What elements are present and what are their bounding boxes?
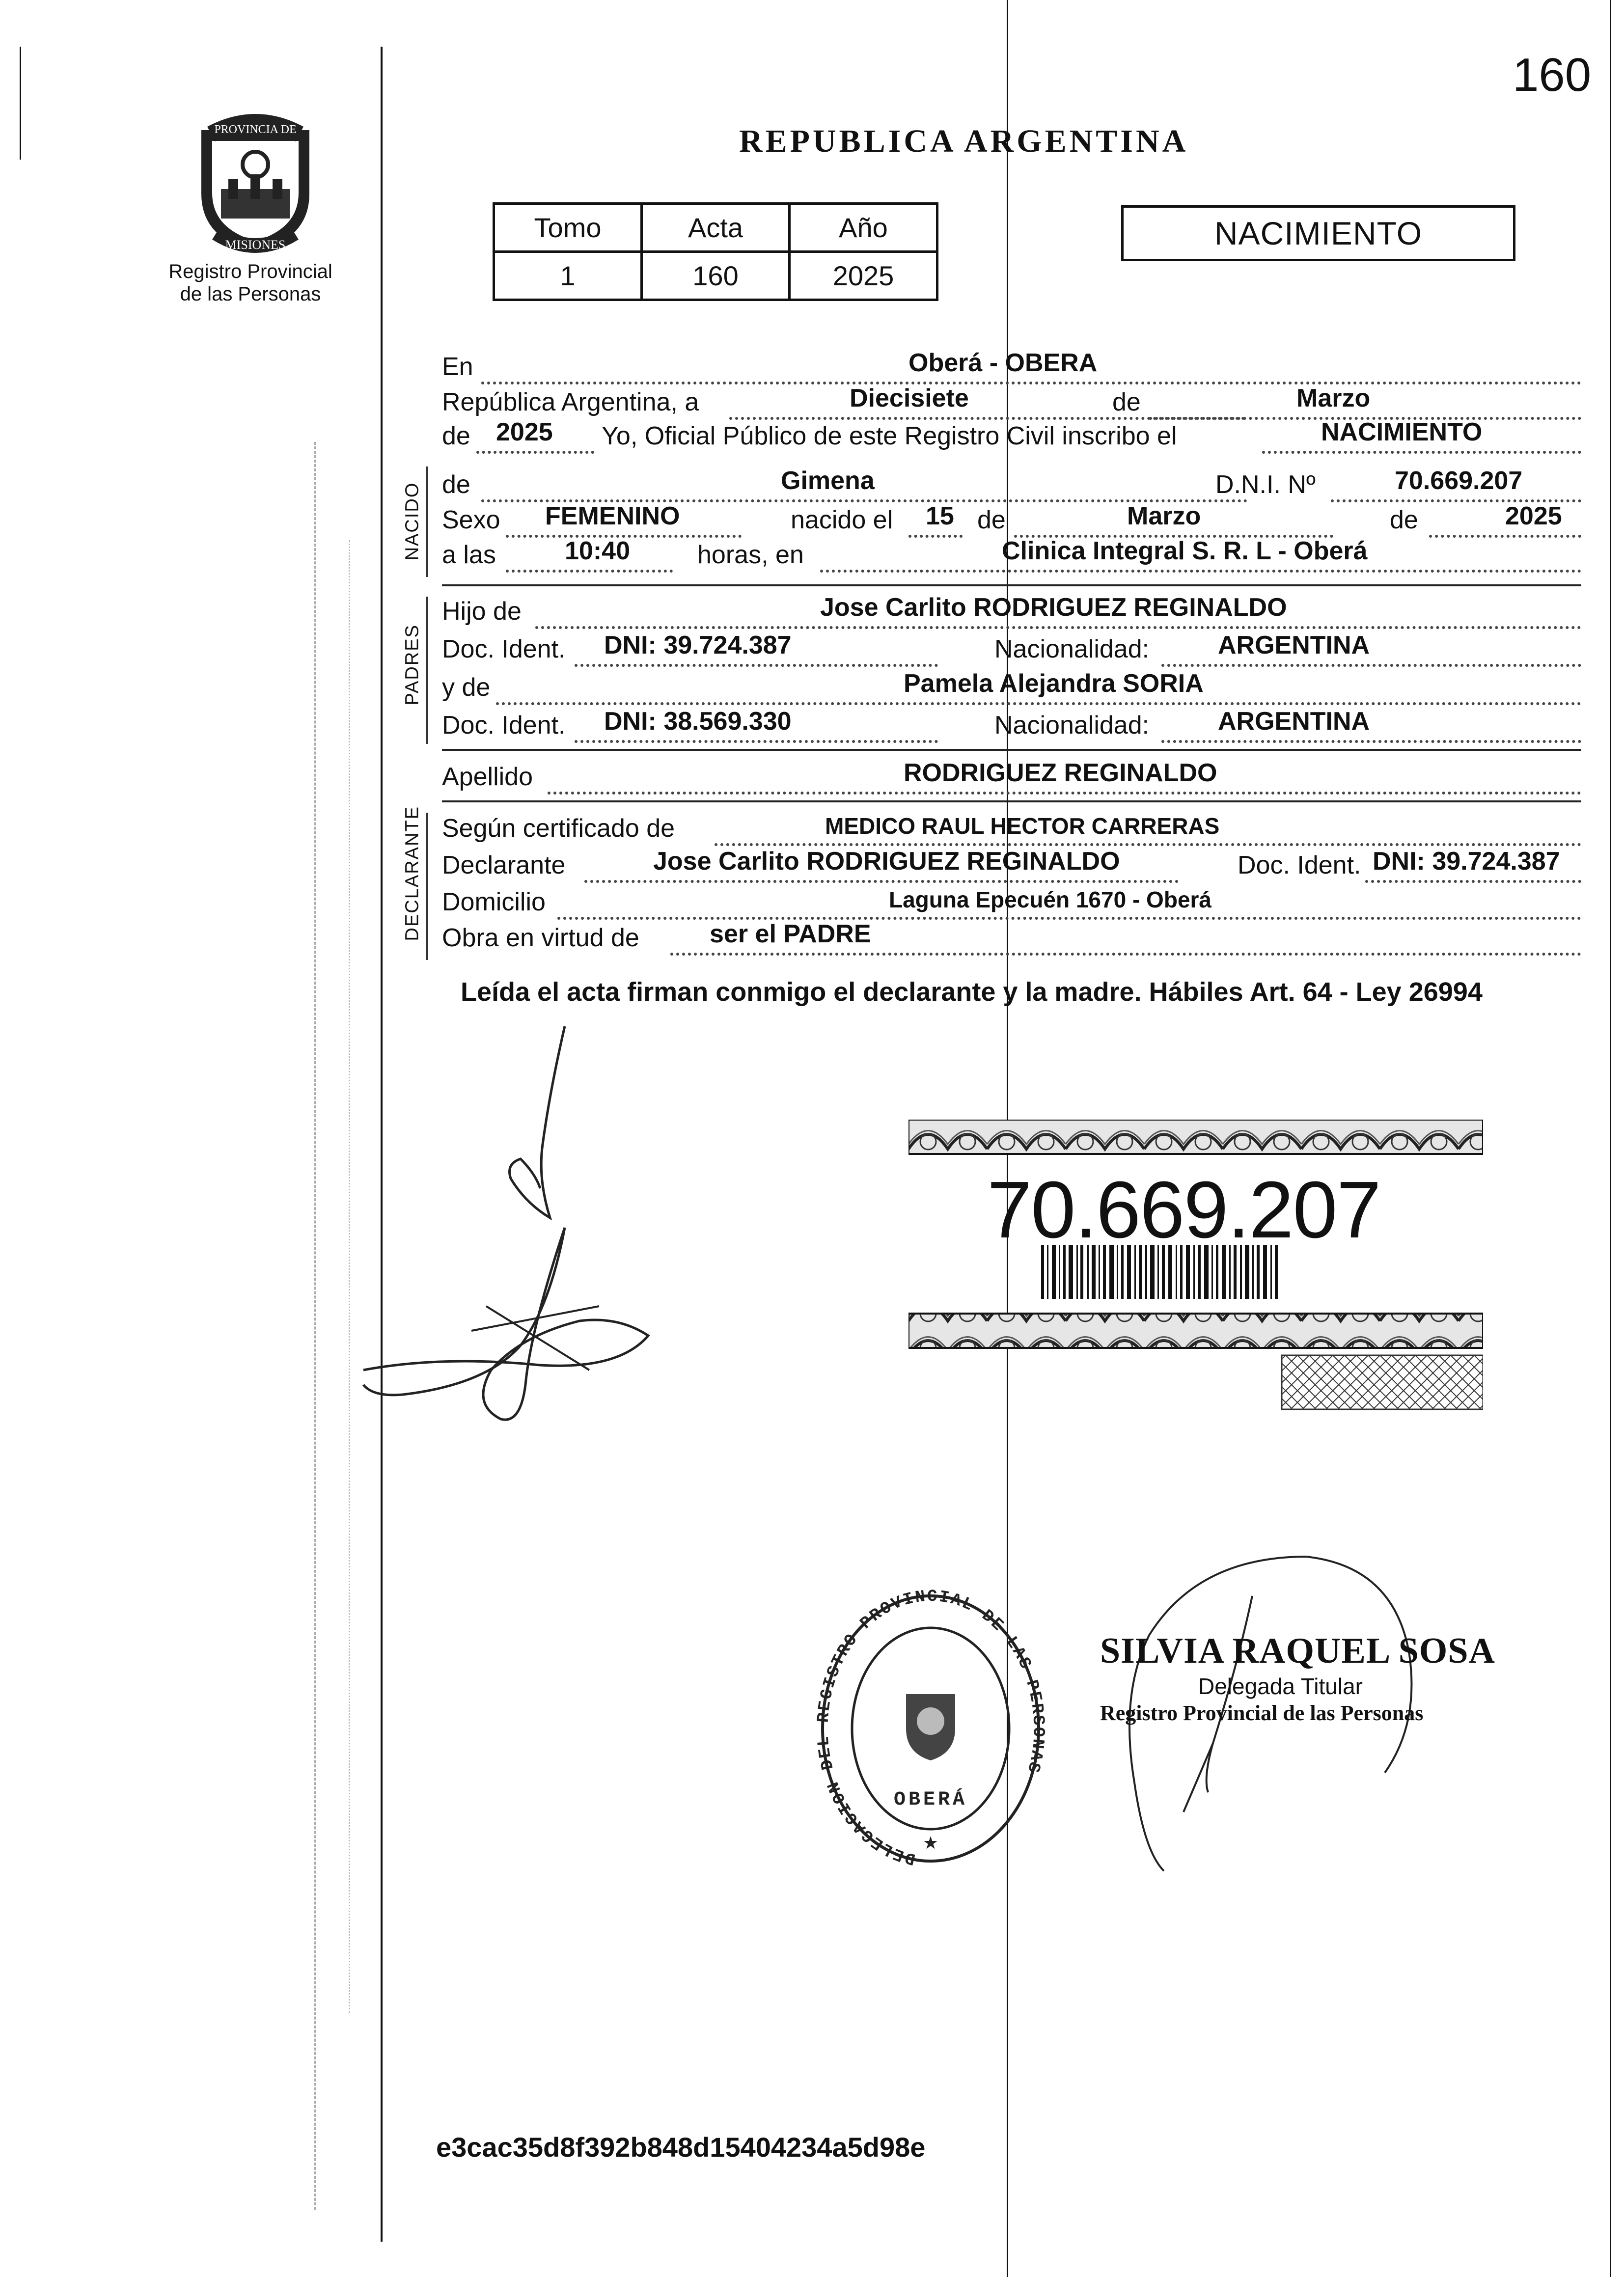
logo-caption-line2: de las Personas: [180, 283, 321, 305]
label-republica: República Argentina, a: [442, 388, 699, 416]
header-cell-acta: Acta: [642, 204, 790, 252]
value-child-dni: 70.669.207: [1395, 466, 1523, 495]
value-hour: 10:40: [565, 537, 630, 565]
value-cell-acta: 160: [642, 252, 790, 300]
document-title: REPUBLICA ARGENTINA: [739, 123, 1189, 159]
page-number: 160: [1513, 49, 1592, 101]
separator-apellido: [442, 800, 1581, 802]
value-domicilio: Laguna Epecuén 1670 - Oberá: [889, 887, 1212, 912]
label-father-nationality: Nacionalidad:: [994, 635, 1150, 663]
row-year: [442, 420, 1581, 458]
value-apellido: RODRIGUEZ REGINALDO: [904, 759, 1217, 787]
official-signature-block: [1100, 1630, 1495, 1726]
label-nacido-el: nacido el: [791, 506, 893, 534]
row-father-doc: [442, 633, 1581, 671]
label-de-birth-year: de: [1390, 506, 1418, 534]
declarante-section-bar: [426, 813, 428, 960]
far-left-edge-line: [20, 47, 21, 160]
label-apellido: Apellido: [442, 763, 533, 791]
value-place: Oberá - OBERA: [908, 349, 1098, 377]
nacido-section-bar: [426, 466, 428, 577]
margin-speckles-2: [349, 540, 360, 2013]
row-y-de: [442, 669, 1581, 709]
label-certificado: Según certificado de: [442, 814, 675, 843]
logo-arc-text-bottom: MISIONES: [225, 238, 286, 252]
label-de-month: de: [1112, 388, 1141, 416]
label-domicilio: Domicilio: [442, 888, 546, 916]
row-nacido-name: [442, 466, 1581, 506]
right-margin-line: [1610, 0, 1611, 2277]
label-father-doc: Doc. Ident.: [442, 635, 566, 663]
label-dni: D.N.I. Nº: [1215, 470, 1316, 499]
value-birth-year: 2025: [1505, 502, 1562, 530]
label-a-las: a las: [442, 541, 496, 569]
tomo-acta-anio-table: [493, 202, 938, 301]
separator-nacido: [442, 584, 1581, 586]
label-declarante: Declarante: [442, 851, 566, 879]
row-hijo-de: [442, 593, 1581, 633]
value-birth-place: Clinica Integral S. R. L - Oberá: [1002, 537, 1368, 565]
official-name: SILVIA RAQUEL SOSA: [1100, 1631, 1495, 1671]
row-declarante: [442, 847, 1581, 887]
value-mother-name: Pamela Alejandra SORIA: [904, 669, 1204, 698]
signature-left-bottom: [344, 1208, 678, 1434]
logo-arc-text-top: PROVINCIA DE: [214, 123, 297, 136]
label-y-de: y de: [442, 673, 491, 702]
seal-ring-text: DELEGACION DEL REGISTRO PROVINCIAL DE LAS PERSONAS: [815, 1587, 1046, 1868]
label-horas-en: horas, en: [697, 541, 804, 569]
official-office: Registro Provincial de las Personas: [1100, 1701, 1424, 1725]
row-obra: [442, 922, 1581, 960]
document-hash: e3cac35d8f392b848d15404234a5d98e: [436, 2132, 926, 2163]
margin-speckles: [314, 442, 326, 2210]
value-birth-day: 15: [926, 502, 954, 530]
value-father-doc: DNI: 39.724.387: [604, 631, 792, 659]
label-en: En: [442, 353, 473, 381]
label-sexo: Sexo: [442, 506, 500, 534]
label-de-birth-month: de: [977, 506, 1006, 534]
value-father-nationality: ARGENTINA: [1218, 631, 1370, 659]
label-mother-nationality: Nacionalidad:: [994, 711, 1150, 740]
value-child-name: Gimena: [781, 466, 875, 495]
label-declarante-doc: Doc. Ident.: [1238, 851, 1361, 879]
nacido-side-label: NACIDO: [402, 482, 423, 561]
signature-left-top: [491, 1016, 579, 1223]
official-title: Delegada Titular: [1198, 1673, 1363, 1699]
logo-caption-line1: Registro Provincial: [168, 261, 332, 282]
row-certificado: [442, 813, 1581, 850]
left-margin-line: [381, 47, 383, 2242]
value-father-name: Jose Carlito RODRIGUEZ REGINALDO: [820, 593, 1287, 622]
seal-city: OBERÁ: [893, 1789, 968, 1811]
value-sexo: FEMENINO: [545, 502, 680, 530]
row-domicilio: [442, 886, 1581, 924]
value-day-words: Diecisiete: [850, 384, 969, 412]
padres-side-label: PADRES: [402, 624, 423, 706]
header-cell-anio: Año: [790, 204, 937, 252]
closing-statement: Leída el acta firman conmigo el declarante y la madre. Hábiles Art. 64 - Ley 26994: [461, 977, 1483, 1007]
act-type-box: NACIMIENTO: [1121, 205, 1515, 261]
row-en: [442, 351, 1581, 388]
label-mother-doc: Doc. Ident.: [442, 711, 566, 740]
official-seal: [815, 1581, 1046, 1876]
label-de-year: de: [442, 422, 470, 450]
separator-padres: [442, 749, 1581, 751]
value-declarante-doc: DNI: 39.724.387: [1373, 847, 1560, 876]
declarante-side-label: DECLARANTE: [402, 806, 423, 941]
value-declarante-name: Jose Carlito RODRIGUEZ REGINALDO: [653, 847, 1120, 876]
provincial-shield-logo: [182, 110, 329, 258]
header-cell-tomo: Tomo: [494, 204, 642, 252]
seal-star-icon: ★: [922, 1833, 939, 1853]
row-apellido: [442, 761, 1581, 798]
value-birth-month: Marzo: [1127, 502, 1201, 530]
value-obra: ser el PADRE: [710, 920, 871, 948]
value-certificado: MEDICO RAUL HECTOR CARRERAS: [825, 813, 1220, 839]
label-obra: Obra en virtud de: [442, 924, 639, 952]
label-de-name: de: [442, 470, 470, 499]
value-cell-tomo: 1: [494, 252, 642, 300]
logo-caption: [162, 260, 339, 305]
row-mother-doc: [442, 707, 1581, 747]
value-month: Marzo: [1296, 384, 1371, 412]
label-yo-text: Yo, Oficial Público de este Registro Civil inscribo el: [602, 422, 1177, 450]
label-hijo-de: Hijo de: [442, 597, 522, 626]
value-mother-nationality: ARGENTINA: [1218, 707, 1370, 736]
value-event: NACIMIENTO: [1321, 418, 1483, 446]
value-mother-doc: DNI: 38.569.330: [604, 707, 792, 736]
id-sticker-number: 70.669.207: [987, 1165, 1380, 1255]
value-year: 2025: [496, 418, 553, 446]
padres-section-bar: [426, 597, 428, 744]
value-cell-anio: 2025: [790, 252, 937, 300]
row-nacido-hora: [442, 539, 1581, 576]
